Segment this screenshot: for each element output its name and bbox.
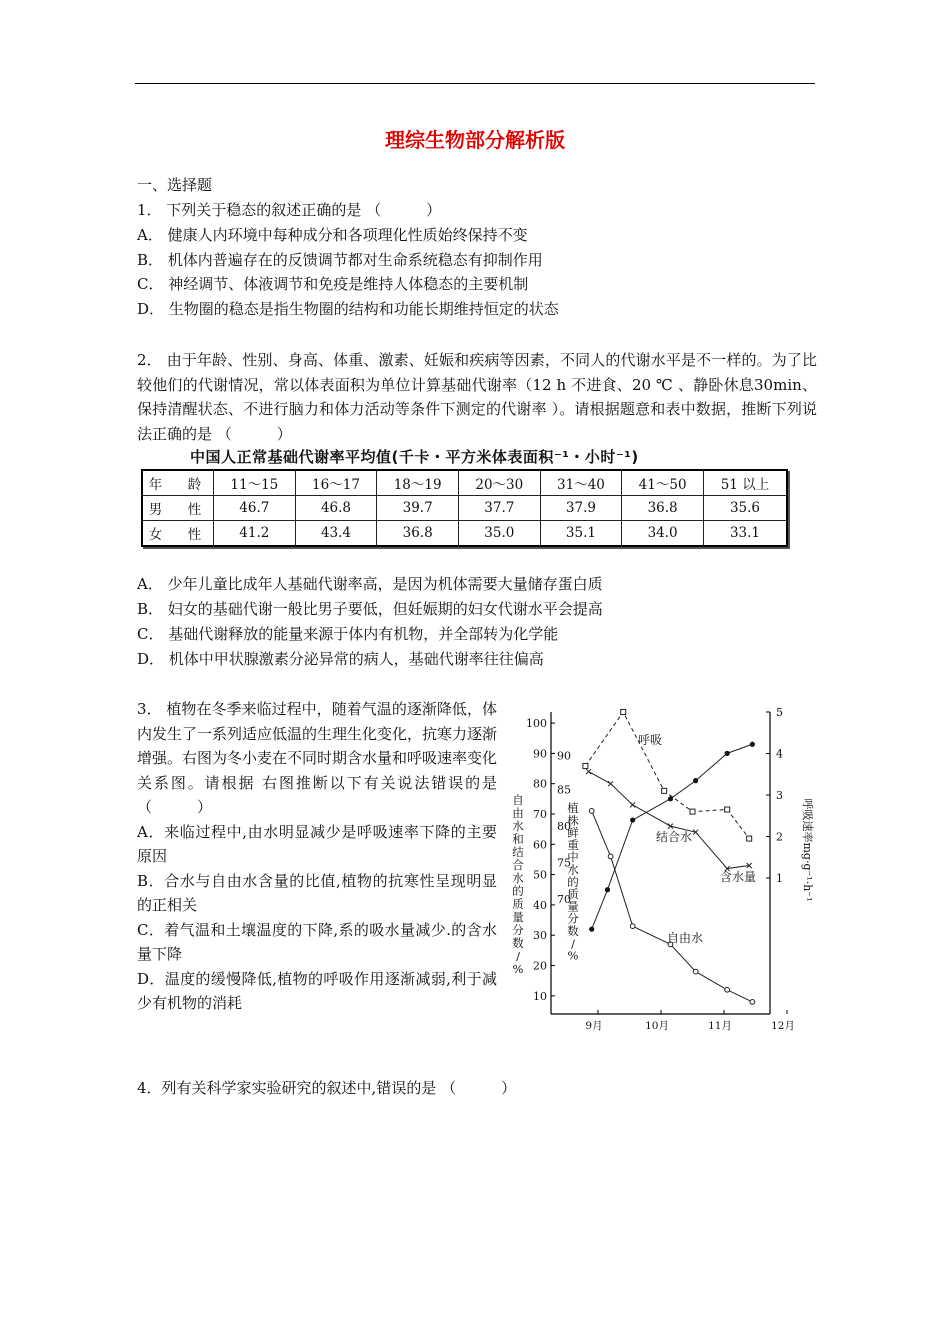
left-axis-title-char: / bbox=[516, 949, 520, 963]
data-point bbox=[605, 887, 610, 892]
table-cell: 33.1 bbox=[703, 521, 787, 547]
data-point bbox=[608, 781, 613, 786]
table-cell: 41.2 bbox=[214, 521, 296, 547]
data-point bbox=[586, 769, 591, 774]
q2-stem: 2． 由于年龄、性别、身高、体重、激素、妊娠和疾病等因素，不同人的代谢水平是不一样的。为了比较他们的代谢情况，常以体表面积为单位计算基础代谢率（12 h 不进食、20 ℃ 、静卧休息30min、保持清醒状态、不进行脑力和体力活动等条件下测定的代谢率 ）。请根据题意和表中数据，推断下列说法正确的是 （ ） bbox=[137, 351, 817, 444]
series-label: 结合水 bbox=[656, 830, 693, 844]
inner-axis-title-char: / bbox=[571, 936, 575, 951]
table-cell: 37.7 bbox=[458, 496, 540, 521]
inner-axis-title-char: 数 bbox=[567, 924, 579, 938]
left-axis-title-char: 数 bbox=[512, 936, 524, 950]
x-tick-label: 10月 bbox=[645, 1020, 669, 1032]
q2-option-d: D． 机体中甲状腺激素分泌异常的病人，基础代谢率往往偏高 bbox=[137, 650, 544, 668]
section-heading: 一、选择题 bbox=[137, 176, 213, 194]
q1-option-a: A． 健康人内环境中每种成分和各项理化性质始终保持不变 bbox=[137, 226, 528, 244]
left-axis-title-char: 量 bbox=[512, 910, 524, 924]
table-cell: 51 以上 bbox=[703, 470, 787, 496]
q3-option-a: A．来临过程中,由水明显减少是呼吸速率下降的主要原因 bbox=[137, 822, 497, 865]
table-cell: 39.7 bbox=[377, 496, 459, 521]
left-axis-title-char: 自 bbox=[512, 793, 524, 807]
data-point bbox=[747, 836, 752, 841]
inner-axis-title bbox=[567, 801, 579, 963]
left-tick-label: 10 bbox=[533, 989, 547, 1003]
data-point bbox=[750, 1000, 755, 1005]
left-tick-label: 80 bbox=[533, 777, 547, 791]
data-point bbox=[725, 987, 730, 992]
q1-stem: 1． 下列关于稳态的叙述正确的是 （ ） bbox=[137, 201, 442, 219]
header-rule bbox=[135, 83, 815, 84]
inner-axis-title-char: 株 bbox=[567, 813, 579, 828]
left-axis-title-char: % bbox=[512, 962, 524, 976]
table-row bbox=[142, 496, 787, 521]
table-cell: 男 性 bbox=[142, 496, 214, 521]
data-point bbox=[725, 807, 730, 812]
table-cell: 46.8 bbox=[295, 496, 377, 521]
table-cell: 37.9 bbox=[540, 496, 622, 521]
left-tick-label: 100 bbox=[526, 717, 547, 731]
data-point bbox=[693, 778, 698, 783]
table-cell: 20～30 bbox=[458, 470, 540, 496]
data-point bbox=[693, 969, 698, 974]
data-point bbox=[725, 751, 730, 756]
data-point bbox=[750, 742, 755, 747]
left-axis-title-char: 由 bbox=[512, 806, 524, 820]
left-axis-title-char: 分 bbox=[512, 923, 524, 937]
inner-axis-title-char: 中 bbox=[567, 850, 579, 865]
q1-option-b: B． 机体内普遍存在的反馈调节都对生命系统稳态有抑制作用 bbox=[137, 251, 543, 269]
inner-tick-label: 70 bbox=[557, 892, 571, 906]
right-tick-label: 5 bbox=[776, 706, 783, 719]
data-point bbox=[589, 927, 594, 932]
inner-axis-title-char: 质 bbox=[567, 887, 579, 902]
table-cell: 35.1 bbox=[540, 521, 622, 547]
table-cell: 年 龄 bbox=[142, 470, 214, 496]
left-axis-title-char: 质 bbox=[512, 897, 524, 911]
left-axis-title-char: 的 bbox=[512, 884, 524, 898]
x-tick-label: 12月 bbox=[771, 1020, 795, 1032]
data-point bbox=[608, 854, 613, 859]
series-label: 呼吸 bbox=[638, 733, 663, 747]
table-cell: 35.0 bbox=[458, 521, 540, 547]
left-axis-title bbox=[512, 793, 524, 976]
q3-option-d: D．温度的缓慢降低,植物的呼吸作用逐渐减弱,利于减少有机物的消耗 bbox=[137, 969, 497, 1012]
table-cell: 35.6 bbox=[703, 496, 787, 521]
table-cell: 46.7 bbox=[214, 496, 296, 521]
metabolism-table bbox=[141, 469, 788, 547]
series-label: 自由水 bbox=[667, 931, 704, 945]
water-respiration-chart bbox=[508, 700, 828, 1040]
left-tick-label: 70 bbox=[533, 807, 547, 821]
inner-axis-title-char: 分 bbox=[567, 911, 579, 926]
table-cell: 36.8 bbox=[622, 496, 704, 521]
series-line-呼吸 bbox=[585, 712, 749, 839]
right-tick-label: 3 bbox=[776, 789, 783, 802]
table-caption: 中国人正常基础代谢率平均值(千卡・平方米体表面积⁻¹・小时⁻¹) bbox=[190, 448, 639, 466]
q3-stem: 3． 植物在冬季来临过程中，随着气温的逐渐降低，体内发生了一系列适应低温的生理生化变化，抗寒力逐渐增强。右图为冬小麦在不同时期含水量和呼吸速率变化关系图。请根据 右图推断以下有关说法错误的是 （ ） bbox=[137, 700, 498, 816]
right-tick-label: 1 bbox=[776, 872, 783, 885]
data-point bbox=[690, 809, 695, 814]
left-tick-label: 90 bbox=[533, 747, 547, 761]
inner-axis-title-char: 水 bbox=[567, 862, 579, 877]
data-point bbox=[621, 710, 626, 715]
inner-axis-title-char: 的 bbox=[567, 874, 579, 889]
data-point bbox=[583, 763, 588, 768]
series-label: 含水量 bbox=[720, 870, 757, 884]
q4-stem: 4．列有关科学家实验研究的叙述中,错误的是 （ ） bbox=[137, 1079, 517, 1097]
inner-axis-title-char: 量 bbox=[567, 899, 579, 914]
inner-axis-title-char: % bbox=[567, 948, 579, 963]
inner-tick-label: 85 bbox=[557, 783, 571, 797]
left-axis-title-char: 和 bbox=[512, 832, 524, 846]
table-cell: 36.8 bbox=[377, 521, 459, 547]
data-point bbox=[589, 809, 594, 814]
data-point bbox=[662, 788, 667, 793]
q2-option-c: C． 基础代谢释放的能量来源于体内有机物，并全部转为化学能 bbox=[137, 625, 559, 643]
table-row bbox=[142, 470, 787, 496]
data-point bbox=[630, 802, 635, 807]
left-axis-title-char: 结 bbox=[512, 845, 524, 859]
table-cell: 43.4 bbox=[295, 521, 377, 547]
inner-axis-title-char: 重 bbox=[567, 837, 579, 852]
q1-option-d: D． 生物圈的稳态是指生物圈的结构和功能长期维持恒定的状态 bbox=[137, 300, 559, 318]
table-cell: 41～50 bbox=[622, 470, 704, 496]
left-axis-title-char: 水 bbox=[512, 871, 524, 885]
left-tick-label: 30 bbox=[533, 929, 547, 943]
inner-tick-label: 90 bbox=[557, 749, 571, 763]
left-tick-label: 40 bbox=[533, 898, 547, 912]
table-cell: 16～17 bbox=[295, 470, 377, 496]
data-point bbox=[668, 796, 673, 801]
data-point bbox=[630, 817, 635, 822]
data-point bbox=[630, 924, 635, 929]
table-cell: 11～15 bbox=[214, 470, 296, 496]
inner-tick-label: 75 bbox=[557, 856, 571, 870]
table-cell: 女 性 bbox=[142, 521, 214, 547]
inner-tick-label: 80 bbox=[557, 820, 571, 834]
table-row bbox=[142, 521, 787, 547]
q3-option-b: B．合水与自由水含量的比值,植物的抗寒性呈现明显的正相关 bbox=[137, 871, 497, 914]
q2-option-b: B． 妇女的基础代谢一般比男子要低，但妊娠期的妇女代谢水平会提高 bbox=[137, 600, 603, 618]
inner-axis-title-char: 植 bbox=[567, 801, 579, 815]
q2-option-a: A． 少年儿童比成年人基础代谢率高，是因为机体需要大量储存蛋白质 bbox=[137, 575, 603, 593]
page-title: 理综生物部分解析版 bbox=[385, 128, 565, 152]
left-axis-title-char: 合 bbox=[512, 858, 524, 872]
x-tick-label: 11月 bbox=[708, 1020, 732, 1032]
left-tick-label: 60 bbox=[533, 838, 547, 852]
right-axis-title: 呼吸速率mg·g⁻¹·h⁻¹ bbox=[801, 798, 814, 902]
right-tick-label: 4 bbox=[776, 747, 783, 761]
table-cell: 34.0 bbox=[622, 521, 704, 547]
right-tick-label: 2 bbox=[776, 830, 783, 844]
x-tick-label: 9月 bbox=[585, 1020, 603, 1032]
q1-option-c: C． 神经调节、体液调节和免疫是维持人体稳态的主要机制 bbox=[137, 275, 529, 293]
inner-axis-title-char: 鲜 bbox=[567, 825, 579, 840]
table-cell: 31～40 bbox=[540, 470, 622, 496]
left-tick-label: 50 bbox=[533, 868, 547, 882]
left-axis-title-char: 水 bbox=[512, 819, 524, 833]
table-cell: 18～19 bbox=[377, 470, 459, 496]
q3-text bbox=[137, 697, 497, 1016]
q3-option-c: C．着气温和土壤温度的下降,系的吸水量减少.的含水量下降 bbox=[137, 920, 497, 963]
left-tick-label: 20 bbox=[533, 959, 547, 973]
